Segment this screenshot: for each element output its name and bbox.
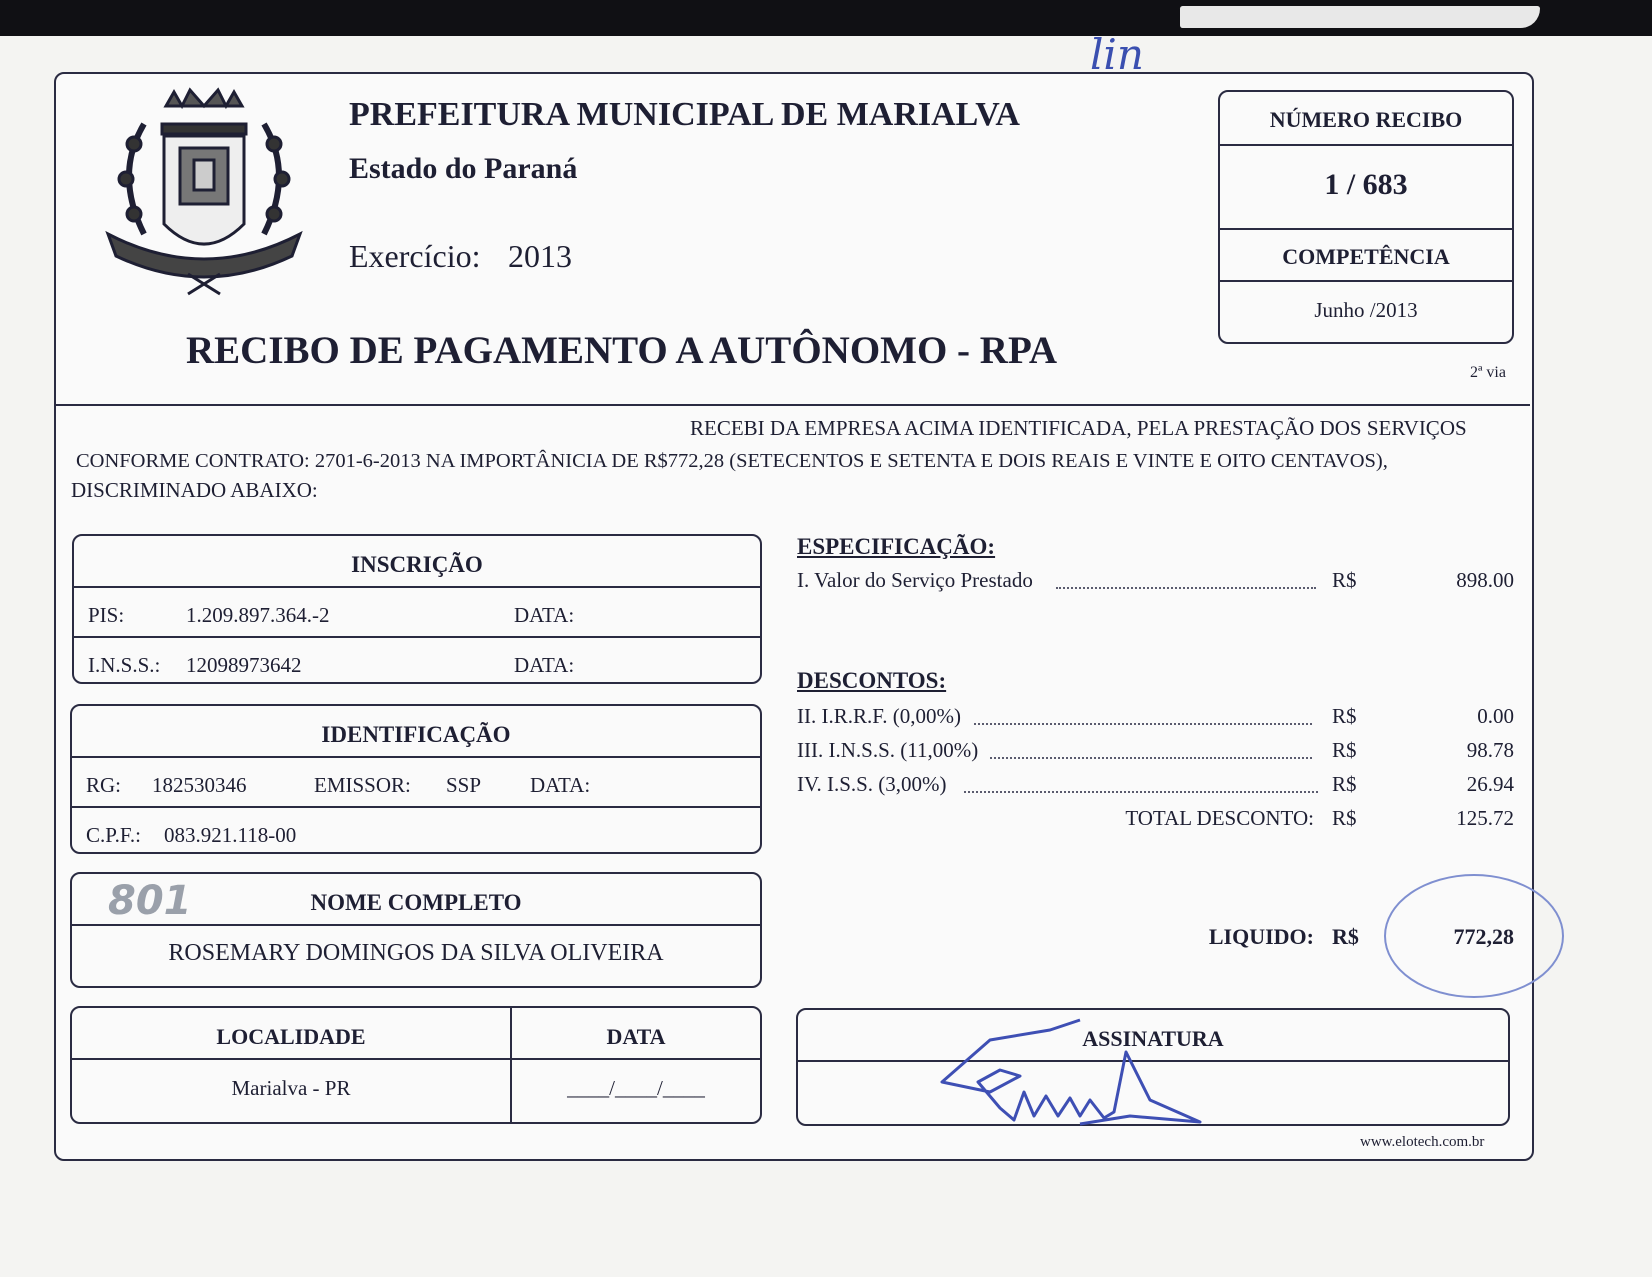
exercise-label: Exercício: bbox=[349, 238, 481, 274]
emissor-value: SSP bbox=[446, 773, 482, 797]
exercise-year: 2013 bbox=[508, 238, 572, 274]
receipt-number: 1 / 683 bbox=[1324, 168, 1408, 201]
total-desconto-currency: R$ bbox=[1332, 806, 1357, 830]
inscricao-box bbox=[72, 534, 762, 684]
especificacao-title: ESPECIFICAÇÃO: bbox=[797, 534, 996, 559]
cpf-value: 083.921.118-00 bbox=[164, 823, 297, 847]
coat-of-arms-emblem bbox=[104, 84, 304, 296]
handwritten-number: 801 bbox=[108, 878, 192, 924]
desconto-iss-label: IV. I.S.S. (3,00%) bbox=[797, 772, 947, 796]
data-title: DATA bbox=[606, 1024, 666, 1049]
desconto-inss-value: 98.78 bbox=[1466, 738, 1514, 762]
desconto-inss-label: III. I.N.S.S. (11,00%) bbox=[797, 738, 979, 762]
footer-url: www.elotech.com.br bbox=[1360, 1134, 1485, 1150]
desconto-iss-value: 26.94 bbox=[1466, 772, 1514, 796]
inscricao-title: INSCRIÇÃO bbox=[351, 552, 483, 577]
rg-value: 182530346 bbox=[152, 773, 247, 797]
total-desconto-label: TOTAL DESCONTO: bbox=[1125, 806, 1314, 830]
localidade-box bbox=[70, 1006, 762, 1124]
competence-value: Junho /2013 bbox=[1314, 298, 1418, 322]
pis-value: 1.209.897.364.-2 bbox=[186, 603, 330, 627]
especificacao-value: 898.00 bbox=[1456, 568, 1514, 592]
handwritten-note: lin bbox=[1090, 30, 1144, 79]
especificacao-item: I. Valor do Serviço Prestado bbox=[797, 568, 1033, 592]
pis-label: PIS: bbox=[88, 603, 125, 627]
especificacao-currency: R$ bbox=[1332, 568, 1357, 592]
receipt-number-label: NÚMERO RECIBO bbox=[1269, 107, 1463, 132]
nome-completo-title: NOME COMPLETO bbox=[310, 890, 522, 915]
cpf-label: C.P.F.: bbox=[86, 823, 141, 847]
rg-label: RG: bbox=[86, 773, 122, 797]
desconto-irrf-value: 0.00 bbox=[1477, 704, 1514, 728]
statement-line-1: RECEBI DA EMPRESA ACIMA IDENTIFICADA, PELA PRESTAÇÃO DOS SERVIÇOS bbox=[690, 416, 1467, 440]
desconto-inss-currency: R$ bbox=[1332, 738, 1357, 762]
liquido-value: 772,28 bbox=[1453, 924, 1514, 949]
inss-label: I.N.S.S.: bbox=[88, 653, 161, 677]
data-value: ____/____/____ bbox=[567, 1076, 705, 1100]
receipt-number-box bbox=[1218, 90, 1514, 344]
copy-note: 2ª via bbox=[1470, 364, 1506, 381]
liquido-currency: R$ bbox=[1332, 924, 1359, 949]
identificacao-box bbox=[70, 704, 762, 854]
desconto-irrf-currency: R$ bbox=[1332, 704, 1357, 728]
handwritten-circle bbox=[1384, 874, 1564, 998]
pis-date-label: DATA: bbox=[514, 603, 575, 627]
desconto-inss-dots bbox=[990, 757, 1312, 759]
competence-label: COMPETÊNCIA bbox=[1282, 244, 1450, 269]
nome-completo-value: ROSEMARY DOMINGOS DA SILVA OLIVEIRA bbox=[168, 940, 664, 966]
rg-date-label: DATA: bbox=[530, 773, 591, 797]
signature-scribble bbox=[930, 1012, 1220, 1134]
document-title: RECIBO DE PAGAMENTO A AUTÔNOMO - RPA bbox=[186, 329, 1058, 372]
inss-value: 12098973642 bbox=[186, 653, 302, 677]
desconto-irrf-label: II. I.R.R.F. (0,00%) bbox=[797, 704, 961, 728]
header-divider bbox=[56, 404, 1530, 406]
localidade-value: Marialva - PR bbox=[231, 1076, 351, 1100]
desconto-iss-dots bbox=[964, 791, 1318, 793]
scan-top-edge bbox=[0, 0, 1652, 36]
identificacao-title: IDENTIFICAÇÃO bbox=[321, 722, 511, 747]
emissor-label: EMISSOR: bbox=[314, 773, 411, 797]
statement-line-3: DISCRIMINADO ABAIXO: bbox=[71, 478, 318, 502]
total-desconto-value: 125.72 bbox=[1456, 806, 1514, 830]
liquido-label: LIQUIDO: bbox=[1208, 924, 1314, 949]
desconto-irrf-dots bbox=[974, 723, 1312, 725]
descontos-title: DESCONTOS: bbox=[797, 668, 947, 693]
state-name: Estado do Paraná bbox=[349, 152, 578, 185]
localidade-title: LOCALIDADE bbox=[216, 1024, 366, 1049]
especificacao-dots bbox=[1056, 587, 1316, 589]
statement-line-2: CONFORME CONTRATO: 2701-6-2013 NA IMPORTÂNICIA DE R$772,28 (SETECENTOS E SETENTA E DOIS REAIS E VINTE E OITO CENTAVOS), bbox=[76, 450, 1388, 472]
inss-date-label: DATA: bbox=[514, 653, 575, 677]
desconto-iss-currency: R$ bbox=[1332, 772, 1357, 796]
assinatura-title: ASSINATURA bbox=[1082, 1026, 1224, 1051]
municipality-title: PREFEITURA MUNICIPAL DE MARIALVA bbox=[349, 96, 1020, 133]
